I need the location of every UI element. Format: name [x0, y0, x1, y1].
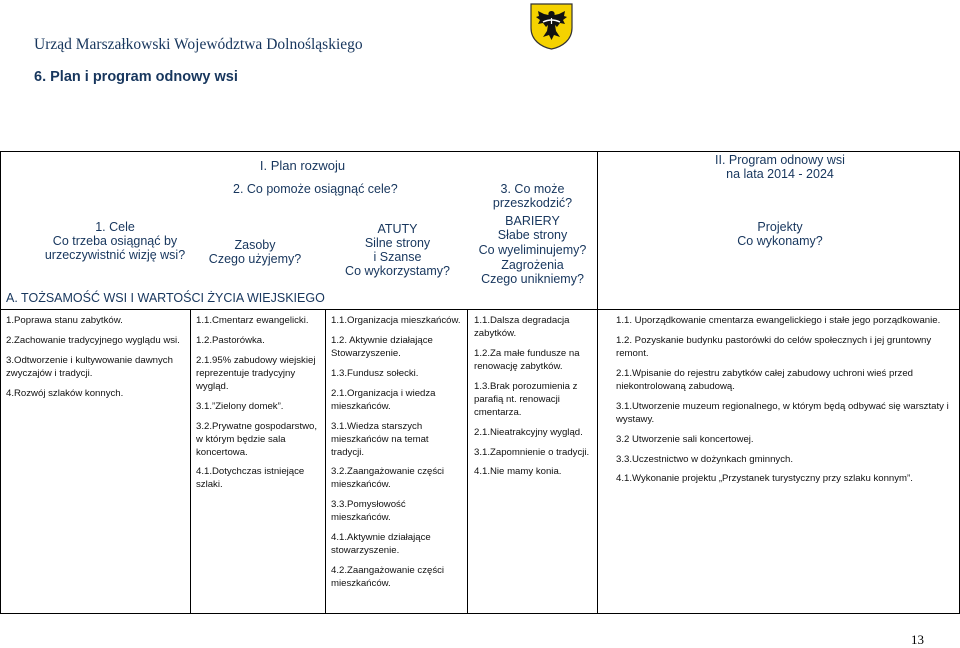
list-item: 1.1.Organizacja mieszkańców.	[331, 315, 461, 326]
list-item: 4.1.Dotychczas istniejące szlaki.	[196, 466, 305, 491]
col-cele-line1: 1. Cele	[95, 220, 135, 234]
col-zasoby-line1: Zasoby	[234, 238, 276, 252]
list-item: 4.1.Aktywnie działające stowarzyszenie.	[331, 532, 431, 557]
list-item: 1.3.Fundusz sołecki.	[331, 367, 419, 379]
list-item: 3.1.Utworzenie muzeum regionalnego, w którym będą odbywać się warsztaty i wystawy.	[616, 400, 949, 425]
col-atuty-line3: i Szanse	[373, 250, 422, 264]
list-item: 1.2.Za małe fundusze na renowację zabytków.	[474, 347, 580, 372]
list-item: 3.1.Wiedza starszych mieszkańców na temat tradycji.	[331, 420, 429, 458]
col-bariery-line3: Co wyeliminujemy?	[478, 243, 587, 257]
col-bariery-line5: Czego unikniemy?	[481, 272, 584, 286]
list-item: 1.2. Aktywnie działające Stowarzyszenie.	[331, 334, 433, 359]
list-item: 3.2.Prywatne gospodarstwo, w którym będzie sala koncertowa.	[196, 420, 318, 458]
list-item: 4.2.Zaangażowanie części mieszkańców.	[331, 565, 445, 589]
list-item: 2.Zachowanie tradycyjnego wyglądu wsi.	[6, 334, 180, 346]
list-item: 1.3.Brak porozumienia z parafią nt. renowacji cmentarza.	[474, 380, 578, 418]
category-title: A. TOŻSAMOŚĆ WSI I WARTOŚCI ŻYCIA WIEJSKIEGO	[6, 291, 325, 305]
list-item: 1.1.Cmentarz ewangelicki.	[196, 315, 309, 326]
coat-of-arms-icon	[529, 2, 574, 50]
list-item: 3.1.Zapomnienie o tradycji.	[474, 446, 590, 458]
col-group-resources: 2. Co pomoże osiągnąć cele?	[233, 182, 398, 196]
col-group-obstacles-line1: 3. Co może	[500, 182, 565, 196]
atuty-list	[331, 315, 463, 598]
list-item: 4.1.Nie mamy konia.	[474, 466, 562, 478]
col-bariery-line4: Zagrożenia	[501, 258, 564, 272]
list-item: 4.1.Wykonanie projektu „Przystanek turystyczny przy szlaku konnym”.	[616, 473, 913, 485]
col-group-obstacles-line2: przeszkodzić?	[492, 196, 573, 210]
cele-list	[6, 315, 186, 408]
col-cele-line3: urzeczywistnić wizję wsi?	[44, 248, 186, 262]
plan-header: I. Plan rozwoju	[259, 158, 346, 173]
col-projekty-line1: Projekty	[757, 220, 803, 234]
col-bariery-line1: BARIERY	[505, 214, 560, 228]
program-header-line1: II. Program odnowy wsi	[715, 153, 845, 167]
organization-name: Urząd Marszałkowski Województwa Dolnośląskiego	[34, 36, 363, 53]
col-atuty-line4: Co wykorzystamy?	[345, 264, 450, 278]
bariery-list	[474, 315, 594, 486]
list-item: 1.1.Dalsza degradacja zabytków.	[474, 315, 570, 339]
projekty-list	[616, 315, 954, 493]
col-zasoby-line2: Czego użyjemy?	[208, 252, 302, 266]
col-atuty-line1: ATUTY	[377, 222, 418, 236]
list-item: 2.1.Wpisanie do rejestru zabytków całej zabudowy uchroni wieś przed niekontrolowaną zabudową.	[616, 367, 914, 392]
list-item: 1.1. Uporządkowanie cmentarza ewangelickiego i stałe jego porządkowanie.	[616, 315, 941, 326]
list-item: 1.2.Pastorówka.	[196, 334, 265, 346]
col-atuty-line2: Silne strony	[364, 236, 431, 250]
list-item: 3.Odtworzenie i kultywowanie dawnych zwyczajów i tradycji.	[6, 354, 173, 379]
zasoby-list	[196, 315, 323, 499]
col-cele-line2: Co trzeba osiągnąć by	[52, 234, 178, 248]
list-item: 2.1.Organizacja i wiedza mieszkańców.	[331, 387, 436, 412]
page-number: 13	[911, 632, 924, 647]
col-bariery-line2: Słabe strony	[497, 228, 568, 242]
list-item: 2.1.95% zabudowy wiejskiej reprezentuje tradycyjny wygląd.	[196, 354, 316, 392]
list-item: 3.3.Uczestnictwo w dożynkach gminnych.	[616, 453, 794, 465]
list-item: 1.Poprawa stanu zabytków.	[6, 315, 123, 326]
list-item: 3.2.Zaangażowanie części mieszkańców.	[331, 466, 445, 491]
list-item: 3.3.Pomysłowość mieszkańców.	[331, 499, 406, 524]
list-item: 2.1.Nieatrakcyjny wygląd.	[474, 426, 583, 438]
list-item: 3.2 Utworzenie sali koncertowej.	[616, 433, 754, 445]
list-item: 3.1.”Zielony domek”.	[196, 400, 284, 412]
program-header-line2: na lata 2014 - 2024	[726, 167, 834, 181]
list-item: 1.2. Pozyskanie budynku pastorówki do celów społecznych i jej gruntowny remont.	[616, 334, 932, 359]
col-projekty-line2: Co wykonamy?	[737, 234, 823, 248]
section-title: 6. Plan i program odnowy wsi	[34, 69, 238, 85]
list-item: 4.Rozwój szlaków konnych.	[6, 387, 124, 399]
